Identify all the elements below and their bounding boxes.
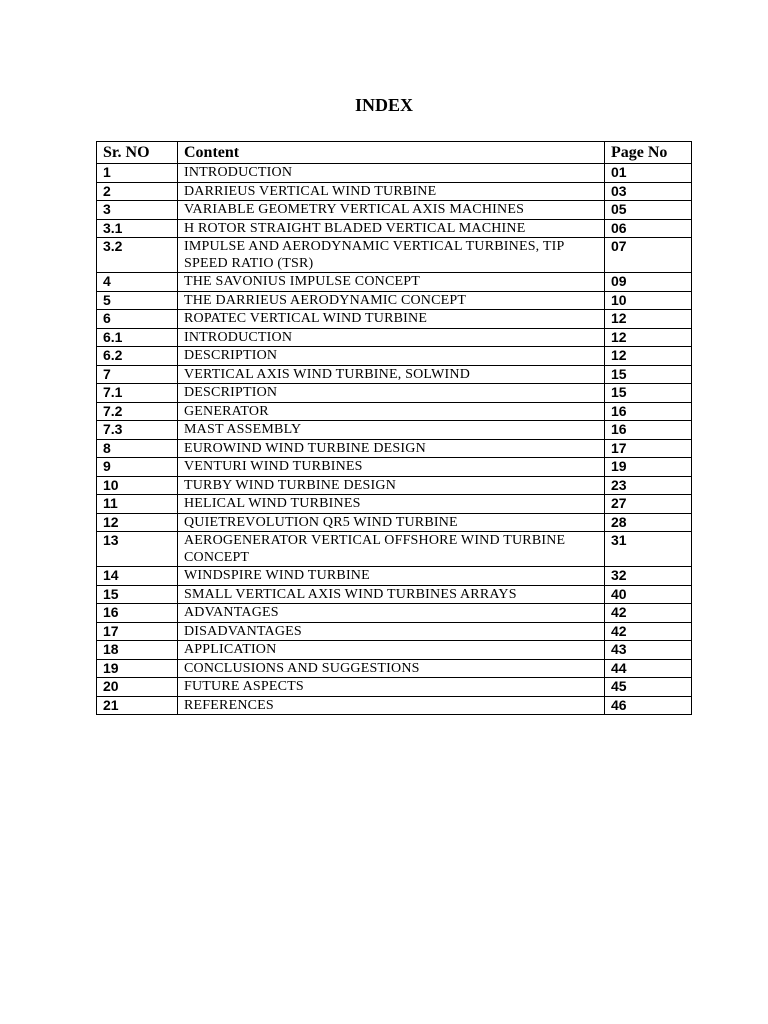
table-row bbox=[97, 585, 692, 604]
row-content: FUTURE ASPECTS bbox=[178, 678, 605, 697]
table-row bbox=[97, 273, 692, 292]
row-page-no: 45 bbox=[605, 678, 692, 697]
row-sr-no: 21 bbox=[97, 696, 178, 715]
row-sr-no: 19 bbox=[97, 659, 178, 678]
row-page-no: 16 bbox=[605, 402, 692, 421]
row-content: INTRODUCTION bbox=[178, 328, 605, 347]
row-page-no: 42 bbox=[605, 604, 692, 623]
row-sr-no: 4 bbox=[97, 273, 178, 292]
row-sr-no: 7 bbox=[97, 365, 178, 384]
row-content: H ROTOR STRAIGHT BLADED VERTICAL MACHINE bbox=[178, 219, 605, 238]
row-sr-no: 20 bbox=[97, 678, 178, 697]
row-content: VARIABLE GEOMETRY VERTICAL AXIS MACHINES bbox=[178, 201, 605, 220]
table-row bbox=[97, 291, 692, 310]
header-content: Content bbox=[178, 142, 605, 164]
row-page-no: 28 bbox=[605, 513, 692, 532]
table-row bbox=[97, 659, 692, 678]
table-row bbox=[97, 439, 692, 458]
row-sr-no: 7.2 bbox=[97, 402, 178, 421]
table-row bbox=[97, 219, 692, 238]
row-sr-no: 10 bbox=[97, 476, 178, 495]
row-sr-no: 11 bbox=[97, 495, 178, 514]
table-row bbox=[97, 347, 692, 366]
row-page-no: 15 bbox=[605, 384, 692, 403]
table-row bbox=[97, 622, 692, 641]
row-content: AEROGENERATOR VERTICAL OFFSHORE WIND TURBINE CONCEPT bbox=[178, 532, 605, 567]
row-content: ROPATEC VERTICAL WIND TURBINE bbox=[178, 310, 605, 329]
row-content: GENERATOR bbox=[178, 402, 605, 421]
row-page-no: 40 bbox=[605, 585, 692, 604]
row-content: WINDSPIRE WIND TURBINE bbox=[178, 567, 605, 586]
table-row bbox=[97, 164, 692, 183]
row-sr-no: 7.3 bbox=[97, 421, 178, 440]
row-page-no: 03 bbox=[605, 182, 692, 201]
row-sr-no: 12 bbox=[97, 513, 178, 532]
row-content: IMPULSE AND AERODYNAMIC VERTICAL TURBINES, TIP SPEED RATIO (TSR) bbox=[178, 238, 605, 273]
row-content: ADVANTAGES bbox=[178, 604, 605, 623]
row-page-no: 46 bbox=[605, 696, 692, 715]
row-content: VERTICAL AXIS WIND TURBINE, SOLWIND bbox=[178, 365, 605, 384]
table-body bbox=[97, 164, 692, 715]
row-sr-no: 8 bbox=[97, 439, 178, 458]
row-page-no: 06 bbox=[605, 219, 692, 238]
row-sr-no: 9 bbox=[97, 458, 178, 477]
row-sr-no: 17 bbox=[97, 622, 178, 641]
table-row bbox=[97, 421, 692, 440]
row-sr-no: 3.2 bbox=[97, 238, 178, 273]
table-row bbox=[97, 495, 692, 514]
index-table bbox=[96, 141, 692, 715]
row-content: EUROWIND WIND TURBINE DESIGN bbox=[178, 439, 605, 458]
row-content: VENTURI WIND TURBINES bbox=[178, 458, 605, 477]
table-row bbox=[97, 513, 692, 532]
row-page-no: 17 bbox=[605, 439, 692, 458]
row-content: SMALL VERTICAL AXIS WIND TURBINES ARRAYS bbox=[178, 585, 605, 604]
table-row bbox=[97, 696, 692, 715]
row-content: DESCRIPTION bbox=[178, 384, 605, 403]
table-row bbox=[97, 476, 692, 495]
row-sr-no: 13 bbox=[97, 532, 178, 567]
table-row bbox=[97, 678, 692, 697]
table-row bbox=[97, 604, 692, 623]
row-content: APPLICATION bbox=[178, 641, 605, 660]
row-content: QUIETREVOLUTION QR5 WIND TURBINE bbox=[178, 513, 605, 532]
table-row bbox=[97, 182, 692, 201]
row-page-no: 43 bbox=[605, 641, 692, 660]
table-header-row bbox=[97, 142, 692, 164]
row-page-no: 16 bbox=[605, 421, 692, 440]
table-row bbox=[97, 641, 692, 660]
row-page-no: 12 bbox=[605, 347, 692, 366]
row-sr-no: 5 bbox=[97, 291, 178, 310]
table-row bbox=[97, 201, 692, 220]
row-page-no: 23 bbox=[605, 476, 692, 495]
row-content: DISADVANTAGES bbox=[178, 622, 605, 641]
row-page-no: 27 bbox=[605, 495, 692, 514]
row-content: DARRIEUS VERTICAL WIND TURBINE bbox=[178, 182, 605, 201]
row-page-no: 12 bbox=[605, 310, 692, 329]
row-sr-no: 16 bbox=[97, 604, 178, 623]
table-row bbox=[97, 532, 692, 567]
row-page-no: 01 bbox=[605, 164, 692, 183]
row-page-no: 19 bbox=[605, 458, 692, 477]
row-content: HELICAL WIND TURBINES bbox=[178, 495, 605, 514]
row-page-no: 07 bbox=[605, 238, 692, 273]
row-sr-no: 18 bbox=[97, 641, 178, 660]
row-page-no: 32 bbox=[605, 567, 692, 586]
page-title: INDEX bbox=[354, 95, 413, 115]
table-row bbox=[97, 365, 692, 384]
row-sr-no: 2 bbox=[97, 182, 178, 201]
row-sr-no: 6 bbox=[97, 310, 178, 329]
row-content: TURBY WIND TURBINE DESIGN bbox=[178, 476, 605, 495]
row-page-no: 09 bbox=[605, 273, 692, 292]
row-sr-no: 1 bbox=[97, 164, 178, 183]
table-row bbox=[97, 310, 692, 329]
row-sr-no: 6.1 bbox=[97, 328, 178, 347]
table-row bbox=[97, 567, 692, 586]
row-sr-no: 3 bbox=[97, 201, 178, 220]
row-content: REFERENCES bbox=[178, 696, 605, 715]
header-sr-no: Sr. NO bbox=[97, 142, 178, 164]
row-page-no: 10 bbox=[605, 291, 692, 310]
table-row bbox=[97, 238, 692, 273]
row-page-no: 42 bbox=[605, 622, 692, 641]
row-page-no: 44 bbox=[605, 659, 692, 678]
row-sr-no: 7.1 bbox=[97, 384, 178, 403]
row-page-no: 15 bbox=[605, 365, 692, 384]
table-row bbox=[97, 328, 692, 347]
row-sr-no: 15 bbox=[97, 585, 178, 604]
row-content: INTRODUCTION bbox=[178, 164, 605, 183]
row-content: THE DARRIEUS AERODYNAMIC CONCEPT bbox=[178, 291, 605, 310]
row-content: CONCLUSIONS AND SUGGESTIONS bbox=[178, 659, 605, 678]
row-page-no: 12 bbox=[605, 328, 692, 347]
table-row bbox=[97, 458, 692, 477]
row-content: MAST ASSEMBLY bbox=[178, 421, 605, 440]
row-page-no: 05 bbox=[605, 201, 692, 220]
row-sr-no: 3.1 bbox=[97, 219, 178, 238]
row-page-no: 31 bbox=[605, 532, 692, 567]
table-row bbox=[97, 384, 692, 403]
row-sr-no: 14 bbox=[97, 567, 178, 586]
row-sr-no: 6.2 bbox=[97, 347, 178, 366]
row-content: DESCRIPTION bbox=[178, 347, 605, 366]
header-page-no: Page No bbox=[605, 142, 692, 164]
row-content: THE SAVONIUS IMPULSE CONCEPT bbox=[178, 273, 605, 292]
table-row bbox=[97, 402, 692, 421]
